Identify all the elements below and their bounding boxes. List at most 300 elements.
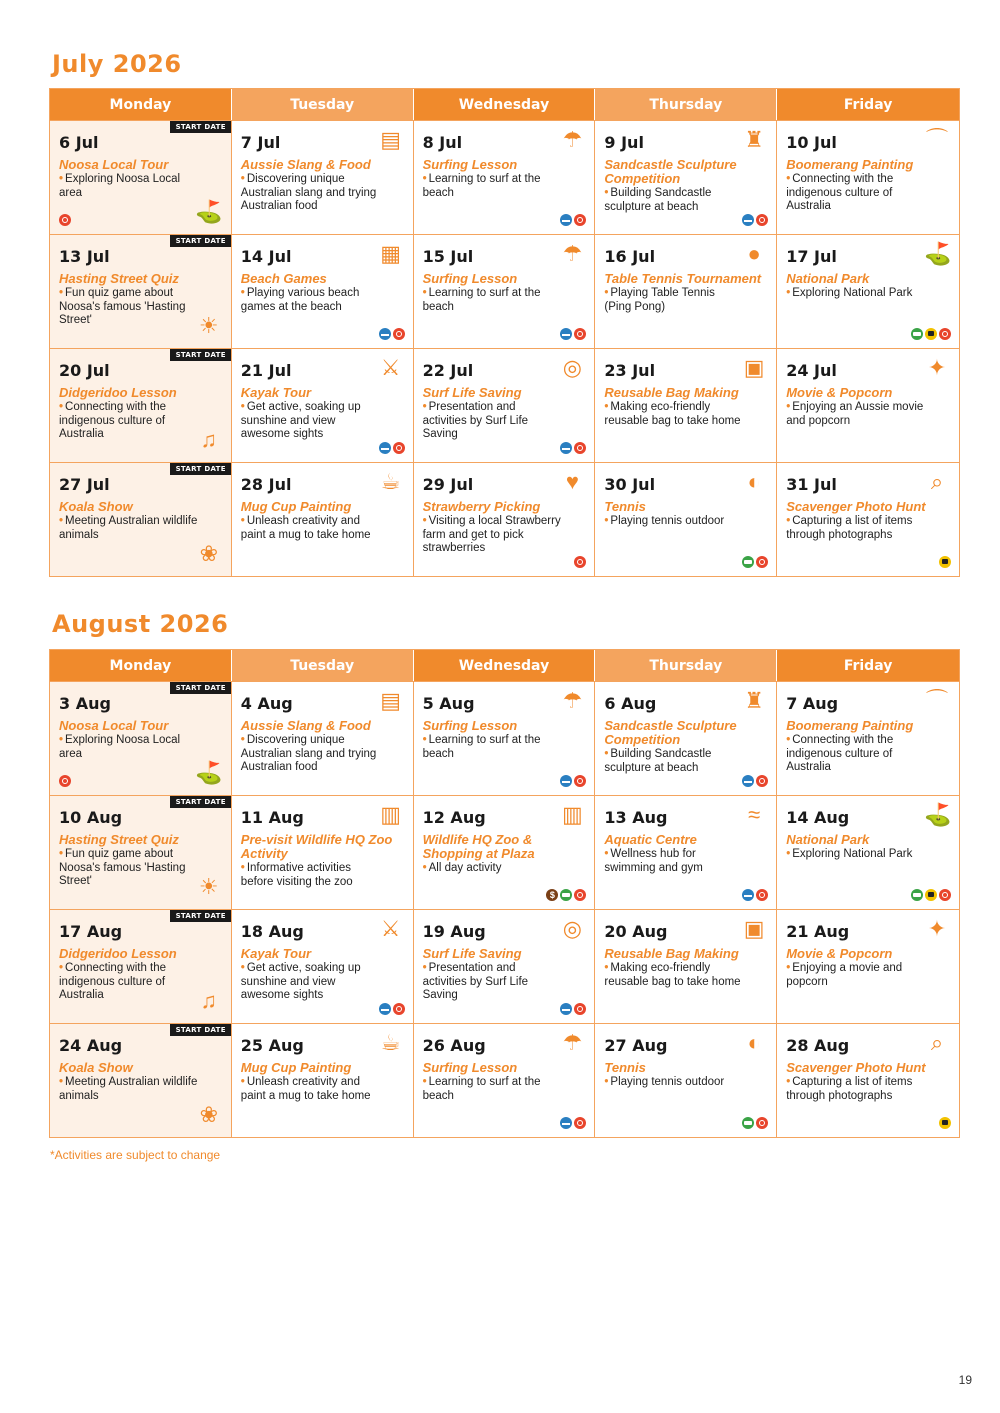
day-cell [50, 121, 232, 234]
food-tin-icon: ▤ [380, 688, 401, 713]
activity-title: Surf Life Saving [422, 385, 522, 400]
activity-description [59, 287, 199, 328]
day-cell [414, 910, 596, 1023]
activity-description [786, 962, 926, 989]
activity-title: National Park [786, 271, 870, 286]
magnifier-icon: ⌕ [930, 1030, 944, 1055]
activity-description [423, 862, 563, 876]
swim-tag-icon [742, 214, 754, 226]
meal-tag-icon [574, 775, 586, 787]
meal-tag-icon [393, 442, 405, 454]
activity-description [423, 1076, 563, 1103]
week-row [50, 909, 959, 1023]
activity-description-text: Playing tennis outdoor [610, 1076, 725, 1088]
day-date: 24 Aug [59, 1036, 123, 1055]
activity-title: Didgeridoo Lesson [59, 385, 177, 400]
bullet-dot: • [604, 187, 609, 199]
swim-tag-icon [379, 1003, 391, 1015]
activity-description-text: Meeting Australian wildlife animals [59, 515, 198, 541]
activity-description [241, 734, 381, 775]
activity-title: Wildlife HQ Zoo & Shopping at Plaza [422, 832, 535, 861]
day-date: 17 Aug [59, 922, 123, 941]
activity-description-text: Connecting with the indigenous culture of Australia [786, 734, 894, 773]
lightbulb-icon: ☀ [198, 874, 219, 899]
popcorn-icon: ✦ [927, 355, 947, 380]
day-cell [50, 682, 232, 795]
day-header-wednesday: Wednesday [414, 89, 596, 120]
day-header-friday: Friday [777, 650, 959, 681]
meal-tag-icon [393, 328, 405, 340]
activity-description [423, 287, 563, 314]
day-date: 23 Jul [604, 361, 656, 380]
koala-icon: ❀ [199, 1102, 219, 1127]
day-cell [414, 463, 596, 576]
day-date: 4 Aug [240, 694, 293, 713]
start-date-badge: START DATE [170, 349, 231, 361]
meal-tag-icon [756, 556, 768, 568]
bullet-dot: • [786, 962, 791, 974]
kayak-icon: ⚔ [380, 355, 401, 380]
cam-tag-icon [925, 889, 937, 901]
activity-description [423, 173, 563, 200]
activity-description-text: Building Sandcastle sculpture at beach [604, 187, 712, 213]
activity-tags [379, 1003, 405, 1015]
activity-description-text: Visiting a local Strawberry farm and get to pick strawberries [422, 515, 561, 554]
day-header-tuesday: Tuesday [232, 89, 414, 120]
bullet-dot: • [422, 1076, 427, 1088]
bullet-dot: • [240, 173, 245, 185]
activity-description [786, 401, 926, 428]
activity-tags [911, 889, 951, 901]
day-cell [414, 349, 596, 462]
bus-tag-icon [742, 556, 754, 568]
bullet-dot: • [240, 734, 245, 746]
day-cell [232, 682, 414, 795]
bullet-dot: • [422, 287, 427, 299]
activity-title: Didgeridoo Lesson [59, 946, 177, 961]
activity-description [59, 515, 199, 542]
calendar-july [49, 88, 960, 577]
kayak-icon: ⚔ [380, 916, 401, 941]
activity-title: Reusable Bag Making [604, 385, 739, 400]
activity-tags [59, 775, 71, 787]
activity-title: Aussie Slang & Food [240, 157, 371, 172]
activity-title: Tennis [604, 1060, 646, 1075]
day-cell [595, 235, 777, 348]
activity-description-text: Enjoying an Aussie movie and popcorn [786, 401, 924, 427]
day-date: 22 Jul [422, 361, 474, 380]
meal-tag-icon [574, 1117, 586, 1129]
activity-description [59, 401, 199, 442]
lifebuoy-icon: ◎ [562, 355, 582, 380]
meal-tag-icon [574, 889, 586, 901]
activity-description [786, 734, 926, 775]
activity-description [604, 1076, 744, 1090]
activity-tags [379, 442, 405, 454]
day-date: 7 Aug [786, 694, 839, 713]
day-date: 13 Aug [604, 808, 668, 827]
bullet-dot: • [240, 401, 245, 413]
start-date-badge: START DATE [170, 463, 231, 475]
day-date: 25 Aug [240, 1036, 304, 1055]
activity-tags [379, 328, 405, 340]
swim-tag-icon [742, 889, 754, 901]
bus-tag-icon [560, 889, 572, 901]
map-pin-icon: ⛳ [195, 760, 223, 785]
activity-title: Movie & Popcorn [786, 946, 893, 961]
day-date: 19 Aug [422, 922, 486, 941]
activity-tags [574, 556, 586, 568]
activity-tags [742, 889, 768, 901]
day-date: 17 Jul [786, 247, 837, 266]
day-cell [777, 1024, 959, 1137]
bullet-dot: • [786, 173, 791, 185]
day-date: 27 Aug [604, 1036, 668, 1055]
bullet-dot: • [59, 287, 64, 299]
activity-title: National Park [786, 832, 870, 847]
day-header-monday: Monday [50, 650, 232, 681]
activity-tags [546, 889, 586, 901]
activity-title: Kayak Tour [240, 385, 312, 400]
bullet-dot: • [240, 515, 245, 527]
day-date: 5 Aug [422, 694, 475, 713]
activity-description-text: Playing various beach games at the beach [240, 287, 360, 313]
day-date: 12 Aug [422, 808, 486, 827]
day-cell [777, 463, 959, 576]
meal-tag-icon [756, 889, 768, 901]
surfboard-icon: ☂ [562, 241, 583, 266]
day-date: 26 Aug [422, 1036, 486, 1055]
day-cell [777, 796, 959, 909]
pool-icon: ≈ [748, 802, 761, 827]
activity-description-text: Making eco-friendly reusable bag to take home [604, 401, 741, 427]
activity-title: Tennis [604, 499, 646, 514]
day-date: 6 Aug [604, 694, 657, 713]
week-row [50, 1023, 959, 1137]
activity-tags [911, 328, 951, 340]
activity-title: Hasting Street Quiz [59, 832, 179, 847]
day-date: 9 Jul [604, 133, 644, 152]
activity-description-text: Capturing a list of items through photographs [786, 515, 913, 541]
activity-description [241, 962, 381, 1003]
day-date: 21 Jul [240, 361, 292, 380]
day-cell [595, 796, 777, 909]
activity-title: Aquatic Centre [604, 832, 697, 847]
bullet-dot: • [422, 401, 427, 413]
bullet-dot: • [240, 1076, 245, 1088]
cam-tag-icon [939, 556, 951, 568]
activity-description [241, 515, 381, 542]
surfboard-icon: ☂ [562, 1030, 583, 1055]
day-cell [595, 349, 777, 462]
day-cell [777, 682, 959, 795]
food-tin-icon: ▤ [380, 127, 401, 152]
didgeridoo-icon: ♫ [200, 427, 218, 452]
activity-description-text: Exploring National Park [792, 848, 913, 860]
activity-title: Mug Cup Painting [240, 1060, 352, 1075]
surfboard-icon: ☂ [562, 688, 583, 713]
bus-tag-icon [911, 889, 923, 901]
page-number: 19 [958, 1373, 972, 1387]
bullet-dot: • [422, 734, 427, 746]
activity-description [423, 962, 563, 1003]
day-cell [777, 235, 959, 348]
day-cell [777, 910, 959, 1023]
bullet-dot: • [604, 848, 609, 860]
map-pin-icon: ⛳ [195, 199, 223, 224]
day-cell [232, 463, 414, 576]
day-cell [232, 121, 414, 234]
meal-tag-icon [59, 775, 71, 787]
activity-tags [939, 556, 951, 568]
day-date: 20 Aug [604, 922, 668, 941]
activity-description [786, 1076, 926, 1103]
bullet-dot: • [604, 962, 609, 974]
activity-title: Noosa Local Tour [59, 718, 169, 733]
mug-icon: ☕ [380, 469, 401, 494]
day-header-friday: Friday [777, 89, 959, 120]
activity-description-text: Get active, soaking up sunshine and view awesome sights [240, 962, 361, 1001]
activity-description-text: Unleash creativity and paint a mug to take home [240, 515, 371, 541]
activity-description [423, 734, 563, 761]
activity-description [59, 173, 199, 200]
activity-description-text: Learning to surf at the beach [422, 734, 541, 760]
activity-description [241, 1076, 381, 1103]
day-cell [50, 463, 232, 576]
activity-description-text: Informative activities before visiting the zoo [240, 862, 353, 888]
map-pin-icon: ⛳ [924, 802, 952, 827]
bus-tag-icon [911, 328, 923, 340]
sandcastle-icon: ♜ [744, 688, 765, 713]
activity-description-text: Learning to surf at the beach [422, 173, 541, 199]
bullet-dot: • [59, 401, 64, 413]
activity-description [604, 401, 744, 428]
sandcastle-icon: ♜ [744, 127, 765, 152]
tennis-icon: ◐ [747, 469, 761, 494]
bullet-dot: • [59, 848, 64, 860]
day-cell [777, 121, 959, 234]
boomerang-icon: ⌒ [925, 127, 948, 152]
day-header-thursday: Thursday [595, 89, 777, 120]
activity-title: Kayak Tour [240, 946, 312, 961]
activity-description [604, 287, 744, 314]
start-date-badge: START DATE [170, 1024, 231, 1036]
start-date-badge: START DATE [170, 796, 231, 808]
meal-tag-icon [574, 556, 586, 568]
meal-tag-icon [939, 328, 951, 340]
activity-description-text: Making eco-friendly reusable bag to take home [604, 962, 741, 988]
day-header-wednesday: Wednesday [414, 650, 596, 681]
activity-description-text: Get active, soaking up sunshine and view awesome sights [240, 401, 361, 440]
activity-description [423, 401, 563, 442]
activity-title: Surf Life Saving [422, 946, 522, 961]
activity-title: Boomerang Painting [786, 157, 914, 172]
bullet-dot: • [240, 287, 245, 299]
day-cell [50, 910, 232, 1023]
map-pin-icon: ⛳ [924, 241, 952, 266]
activity-description-text: Learning to surf at the beach [422, 1076, 541, 1102]
activity-title: Scavenger Photo Hunt [786, 499, 926, 514]
day-cell [414, 1024, 596, 1137]
activity-tags [560, 1003, 586, 1015]
activity-description [241, 287, 381, 314]
day-cell [414, 121, 596, 234]
activity-description-text: Presentation and activities by Surf Life Saving [422, 401, 529, 440]
activity-title: Scavenger Photo Hunt [786, 1060, 926, 1075]
activity-title: Hasting Street Quiz [59, 271, 179, 286]
day-date: 27 Jul [59, 475, 110, 494]
bullet-dot: • [240, 862, 245, 874]
swim-tag-icon [560, 328, 572, 340]
month-title-august: August 2026 [52, 610, 229, 638]
activity-title: Mug Cup Painting [240, 499, 352, 514]
activity-title: Beach Games [240, 271, 327, 286]
week-row [50, 681, 959, 795]
activity-title: Surfing Lesson [422, 271, 518, 286]
meal-tag-icon [574, 214, 586, 226]
activity-description [59, 848, 199, 889]
activity-title: Sandcastle Sculpture Competition [604, 157, 737, 186]
day-date: 29 Jul [422, 475, 474, 494]
day-cell [414, 796, 596, 909]
day-cell [232, 235, 414, 348]
day-cell [232, 796, 414, 909]
start-date-badge: START DATE [170, 235, 231, 247]
activity-description [604, 187, 744, 214]
day-date: 30 Jul [604, 475, 656, 494]
koala-icon: ❀ [199, 541, 219, 566]
bullet-dot: • [604, 515, 609, 527]
bullet-dot: • [422, 962, 427, 974]
day-date: 3 Aug [59, 694, 111, 713]
swim-tag-icon [560, 1003, 572, 1015]
activity-description-text: Fun quiz game about Noosa's famous 'Hasting Street' [59, 287, 186, 326]
strawberry-icon: ♥ [565, 469, 579, 494]
activity-tags [742, 775, 768, 787]
bullet-dot: • [786, 734, 791, 746]
activity-description-text: Building Sandcastle sculpture at beach [604, 748, 712, 774]
bullet-dot: • [59, 1076, 64, 1088]
activity-description [241, 862, 381, 889]
activity-tags [939, 1117, 951, 1129]
tennis-icon: ◐ [747, 1030, 761, 1055]
activity-description [241, 173, 381, 214]
activity-tags [560, 775, 586, 787]
day-cell [595, 1024, 777, 1137]
day-cell [232, 910, 414, 1023]
day-date: 28 Aug [786, 1036, 850, 1055]
week-row [50, 795, 959, 909]
activity-description [59, 1076, 199, 1103]
didgeridoo-icon: ♫ [200, 988, 218, 1013]
activity-description-text: Exploring National Park [792, 287, 913, 299]
activity-description-text: Connecting with the indigenous culture of Australia [786, 173, 894, 212]
activity-tags [742, 214, 768, 226]
start-date-badge: START DATE [170, 682, 231, 694]
calendar-august [49, 649, 960, 1138]
activity-description-text: Learning to surf at the beach [422, 287, 541, 313]
day-date: 21 Aug [786, 922, 850, 941]
activity-title: Koala Show [59, 1060, 133, 1075]
activity-title: Surfing Lesson [422, 1060, 518, 1075]
meal-tag-icon [393, 1003, 405, 1015]
footnote: *Activities are subject to change [50, 1148, 221, 1162]
activity-description [786, 848, 926, 862]
activity-title: Pre-visit Wildlife HQ Zoo Activity [240, 832, 393, 861]
day-date: 8 Jul [422, 133, 463, 152]
activity-description-text: Enjoying a movie and popcorn [786, 962, 903, 988]
month-title-july: July 2026 [52, 50, 182, 78]
activity-title: Koala Show [59, 499, 133, 514]
activity-title: Aussie Slang & Food [240, 718, 371, 733]
bullet-dot: • [786, 401, 791, 413]
bus-tag-icon [742, 1117, 754, 1129]
bullet-dot: • [604, 748, 609, 760]
activity-description [423, 515, 563, 556]
activity-description-text: Unleash creativity and paint a mug to take home [240, 1076, 371, 1102]
day-cell [595, 682, 777, 795]
boomerang-icon: ⌒ [925, 688, 948, 713]
meal-tag-icon [756, 1117, 768, 1129]
bag-icon: ▣ [743, 916, 765, 941]
activity-description [604, 515, 744, 529]
start-date-badge: START DATE [170, 121, 231, 133]
day-cell [232, 349, 414, 462]
activity-description [786, 173, 926, 214]
activity-title: Strawberry Picking [422, 499, 541, 514]
activity-description [786, 287, 926, 301]
bullet-dot: • [422, 862, 427, 874]
popcorn-icon: ✦ [927, 916, 947, 941]
activity-description [59, 962, 199, 1003]
cam-tag-icon [939, 1117, 951, 1129]
swim-tag-icon [742, 775, 754, 787]
day-cell [595, 910, 777, 1023]
day-cell [232, 1024, 414, 1137]
volleyball-net-icon: ▦ [380, 241, 401, 266]
day-cell [777, 349, 959, 462]
bullet-dot: • [240, 962, 245, 974]
meal-tag-icon [756, 775, 768, 787]
swim-tag-icon [379, 442, 391, 454]
bullet-dot: • [422, 173, 427, 185]
activity-title: Movie & Popcorn [786, 385, 893, 400]
swim-tag-icon [560, 214, 572, 226]
activity-description-text: Meeting Australian wildlife animals [59, 1076, 198, 1102]
activity-description [604, 748, 744, 775]
day-date: 10 Aug [59, 808, 123, 827]
bullet-dot: • [786, 1076, 791, 1088]
activity-title: Surfing Lesson [422, 718, 518, 733]
activity-description-text: Connecting with the indigenous culture of Australia [59, 962, 167, 1001]
activity-description-text: Fun quiz game about Noosa's famous 'Hasting Street' [59, 848, 186, 887]
activity-description-text: Discovering unique Australian slang and trying Australian food [240, 734, 377, 773]
bullet-dot: • [59, 173, 64, 185]
activity-description [604, 962, 744, 989]
bullet-dot: • [59, 734, 64, 746]
day-date: 14 Aug [786, 808, 850, 827]
meal-tag-icon [756, 214, 768, 226]
activity-title: Reusable Bag Making [604, 946, 739, 961]
activity-tags [59, 214, 71, 226]
ping-pong-icon: ● [747, 241, 761, 266]
bullet-dot: • [604, 401, 609, 413]
activity-description-text: Exploring Noosa Local area [59, 734, 181, 760]
meal-tag-icon [574, 1003, 586, 1015]
meal-tag-icon [574, 328, 586, 340]
day-cell [595, 121, 777, 234]
activity-tags [560, 214, 586, 226]
